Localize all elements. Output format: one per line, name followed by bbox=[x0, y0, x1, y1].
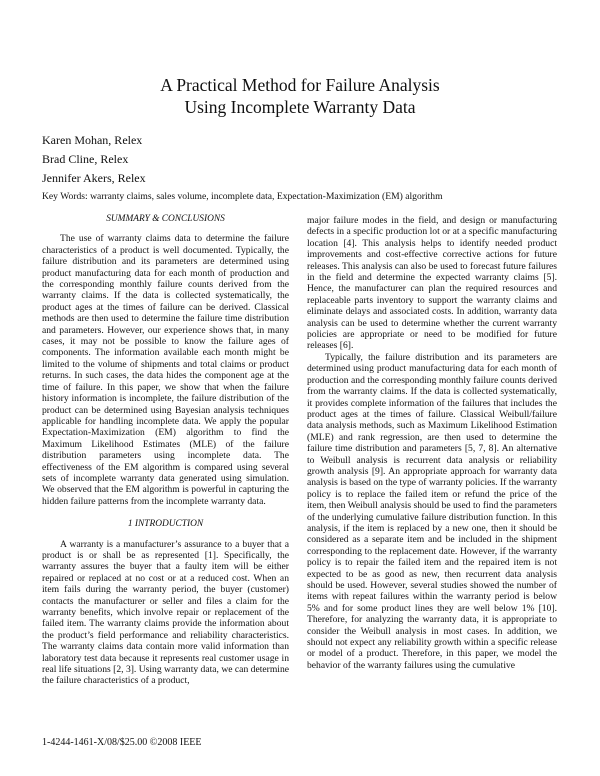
summary-heading: SUMMARY & CONCLUSIONS bbox=[106, 214, 225, 224]
right-column bbox=[307, 215, 557, 671]
author: Jennifer Akers, Relex bbox=[42, 171, 146, 185]
introduction-heading: 1 INTRODUCTION bbox=[127, 519, 204, 530]
author-list bbox=[42, 131, 146, 188]
summary-paragraph: The use of warranty claims data to determine the failure characteristics of a product is well documented. Typically, the failure distribution and its parameters are determined using product manufacturing data for each month of production and the corresponding monthly failure counts derived from the warranty claims. If the data is collected systematically, the product ages at the times of failure can be derived. Classical methods are then used to determine the failure time distribution and parameters. However, our experience shows that, in many cases, it may not be possible to know the failure ages of components. The information available each month might be limited to the volume of shipments and total claims or product returns. In such cases, the data hides the component age at the time of failure. In this paper, we show that when the failure history information is incomplete, the failure distribution of the product can be determined using Bayesian analysis techniques applicable for handling incomplete data. We apply the popular Expectation-Maximization (EM) algorithm to find the Maximum Likelihood Estimates (MLE) of the failure distribution parameters using incomplete data. The effectiveness of the EM algorithm is compared using several sets of incomplete warranty data generated using simulation. We observed that the EM algorithm is powerful in capturing the hidden failure patterns from the incomplete warranty data. bbox=[42, 233, 289, 507]
title-line-1: A Practical Method for Failure Analysis bbox=[160, 75, 440, 95]
copyright-footer: 1-4244-1461-X/08/$25.00 ©2008 IEEE bbox=[42, 737, 202, 748]
author: Karen Mohan, Relex bbox=[42, 133, 143, 147]
left-column bbox=[42, 212, 289, 687]
title-line-2: Using Incomplete Warranty Data bbox=[184, 97, 416, 117]
introduction-paragraph: A warranty is a manufacturer’s assurance to a buyer that a product is or shall be as represented [1]. Specifically, the warranty assures the buyer that a faulty item will be either repaired or replaced at no cost or at a reduced cost. When an item fails during the warranty period, the buyer (customer) contacts the manufacturer or seller and files a claim for the warranty benefits, which involve repair or replacement of the failed item. The warranty claims provide the information about the product’s field performance and reliability characteristics. The warranty claims data contain more valid information than laboratory test data because it represents real customer usage in real life situations [2, 3]. Using warranty data, we can determine the failure characteristics of a product, bbox=[42, 538, 289, 687]
body-paragraph: Typically, the failure distribution and its parameters are determined using product manufacturing data for each month of production and the corresponding monthly failure counts derived from the warranty claims. If the data is collected systematically, it provides complete information of the failures that includes the product ages at the times of failure. Classical Weibull/failure data analysis methods, such as Maximum Likelihood Estimation (MLE) and rank regression, are then used to determine the failure time distribution and parameters [5, 7, 8]. An alternative to Weibull analysis is recurrent data analysis or reliability growth analysis [9]. An appropriate approach for warranty data analysis is based on the type of warranty policies. If the warranty policy is to replace the failed item or refund the price of the item, then Weibull analysis should be used to find the parameters of the underlying cumulative failure distribution function. In this analysis, if the item is replaced by a new one, then it should be considered as a separate item and be included in the shipment corresponding to the replacement date. However, if the warranty policy is to repair the failed item and the repaired item is not expected to be as good as new, then recurrent data analysis should be used. However, several studies showed the number of items with repeat failures within the warranty period is below 5% and for some product lines they are well below 1% [10]. Therefore, for analyzing the warranty data, it is appropriate to consider the Weibull analysis in most cases. In addition, we should not expect any reliability growth within a specific release or model of a product. Therefore, in this paper, we model the behavior of the warranty failures using the cumulative bbox=[307, 351, 557, 671]
author: Brad Cline, Relex bbox=[42, 152, 129, 166]
body-paragraph: major failure modes in the field, and design or manufacturing defects in a specific production lot or at a specific manufacturing location [4]. This analysis helps to identify needed product improvements and cost-effective corrective actions for future releases. This analysis can also be used to forecast future failures in the field and determine the expected warranty claims [5]. Hence, the manufacturer can plan the required resources and replaceable parts inventory to support the warranty claims and eliminate delays and associated costs. In addition, warranty data analysis can be used to determine whether the current warranty policies are appropriate or need to be modified for future releases [6]. bbox=[307, 215, 557, 352]
keywords: Key Words: warranty claims, sales volume, incomplete data, Expectation-Maximization (EM) algorithm bbox=[42, 191, 443, 202]
paper-title bbox=[0, 74, 600, 118]
